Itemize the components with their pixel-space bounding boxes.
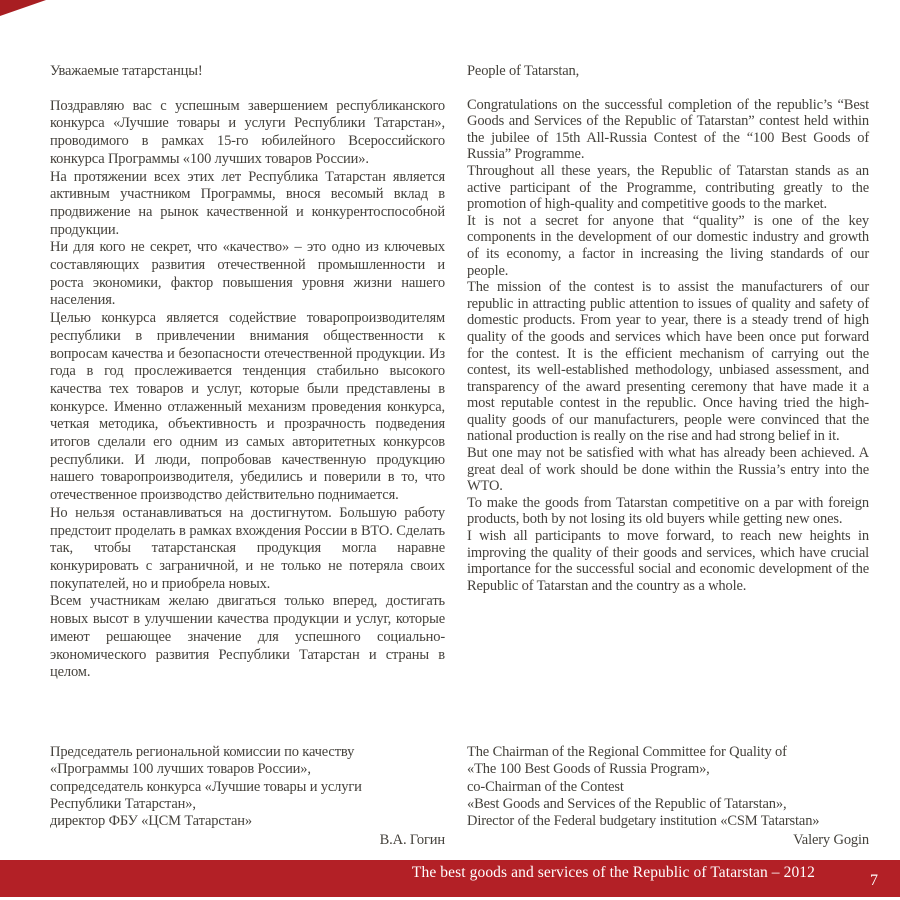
greeting-ru: Уважаемые татарстанцы! (50, 63, 203, 79)
footer-title: The best goods and services of the Republic of Tatarstan – 2012 (411, 864, 815, 881)
footer-bar (0, 860, 900, 897)
signature-en-line-5: Director of the Federal budgetary institution «CSM Tatarstan» (467, 813, 820, 830)
paragraph-en-3: It is not a secret for anyone that “quality” is one of the key components in the development of our domestic industry and growth of its economy, a factor in increasing the living standards of our people. (467, 212, 869, 279)
paragraph-en-7: I wish all participants to move forward, to reach new heights in improving the quality of their goods and services, which have crucial importance for the successful social and economic development of the Republic of Tatarstan and the country as a whole. (467, 528, 869, 594)
signature-ru-line-1: Председатель региональной комиссии по качеству (50, 744, 355, 760)
signature-ru-name: В.А. Гогин (379, 832, 445, 849)
greeting-en: People of Tatarstan, (467, 63, 580, 79)
signature-en-name: Valery Gogin (793, 832, 869, 849)
signature-en-line-1: The Chairman of the Regional Committee for Quality of (467, 744, 787, 760)
paragraph-ru-6: Всем участникам желаю двигаться только вперед, достигать новых высот в улучшении качества продукции и услуг, которые имеют решающее значение для успешного социально-экономического развития Республики Татарстан и страны в целом. (50, 593, 445, 681)
paragraph-en-2: Throughout all these years, the Republic of Tatarstan stands as an active participant of the Programme, contributing greatly to the promotion of high-quality and competitive goods to the market. (467, 162, 869, 213)
paragraph-ru-2: На протяжении всех этих лет Республика Татарстан является активным участником Программы, внося весомый вклад в продвижение на рынок качественной и конкурентоспособной продукции. (50, 168, 445, 238)
paragraph-en-4: The mission of the contest is to assist the manufacturers of our republic in attracting public attention to issues of quality and safety of domestic products. From year to year, there is a steady trend of high quality of the goods and services which have been once put forward for the contest. It is the efficient mechanism of carrying out the contest, its well-established methodology, unbiased assessment, and transparency of the award presenting ceremony that have made it a most reputable contest in the republic. Once having tried the high-quality goods of our manufacturers, people were convinced that the national production is really on the rise and had strong belief in it. (467, 279, 869, 445)
signature-block-en (467, 744, 869, 850)
corner-accent-triangle (0, 0, 46, 16)
page-number: 7 (870, 872, 878, 889)
signature-ru-line-3: сопредседатель конкурса «Лучшие товары и услуги (50, 778, 362, 795)
paragraph-ru-4: Целью конкурса является содействие товаропроизводителям республики в привлечении внимания общественности к вопросам качества и безопасности отечественной продукции. Из года в год прослеживается тенденция стабильно высокого качества тех товаров и услуг, которые были представлены в конкурсе. Именно отлаженный механизм проведения конкурса, четкая методика, объективность и прозрачность подведения итогов сделали его одним из самых авторитетных конкурсов республики. И люди, попробовав качественную продукцию нашего товаропроизводителя, убедились и поверили в то, что отечественное производство действительно поднимается. (50, 310, 445, 504)
signature-en-line-4: «Best Goods and Services of the Republic of Tatarstan», (467, 795, 787, 812)
russian-text-column (50, 63, 445, 682)
paragraph-en-1: Congratulations on the successful completion of the republic’s “Best Goods and Services of the Republic of Tatarstan” contest held within the jubilee of 15th All-Russia Contest of the “100 Best Goods of Russia” Programme. (467, 96, 869, 163)
paragraph-en-6: To make the goods from Tatarstan competitive on a par with foreign products, both by not losing its old buyers while getting new ones. (467, 494, 869, 528)
paragraph-ru-3: Ни для кого не секрет, что «качество» – это одно из ключевых составляющих развития отечественной промышленности и роста экономики, фактор повышения уровня жизни нашего населения. (50, 239, 445, 309)
signature-ru-line-4: Республики Татарстан», (50, 795, 196, 812)
signature-ru-line-2: «Программы 100 лучших товаров России», (50, 761, 311, 778)
signature-block-ru (50, 744, 445, 850)
paragraph-en-5: But one may not be satisfied with what has already been achieved. A great deal of work should be done within the Russia’s entry into the WTO. (467, 445, 869, 495)
paragraph-ru-5: Но нельзя останавливаться на достигнутом. Большую работу предстоит проделать в рамках вхождения России в ВТО. Сделать так, чтобы татарстанская продукция могла наравне конкурировать с заграничной, и не только не потеряла своих покупателей, но и приобрела новых. (50, 504, 445, 592)
signature-en-line-3: co-Chairman of the Contest (467, 778, 624, 795)
paragraph-ru-1: Поздравляю вас с успешным завершением республиканского конкурса «Лучшие товары и услуги Республики Татарстан», проводимого в рамках 15-го юбилейного Всероссийского конкурса Программы «100 лучших товаров России». (50, 97, 445, 167)
english-text-column (467, 63, 869, 594)
signature-ru-line-5: директор ФБУ «ЦСМ Татарстан» (50, 813, 252, 830)
signature-en-line-2: «The 100 Best Goods of Russia Program», (467, 761, 710, 778)
